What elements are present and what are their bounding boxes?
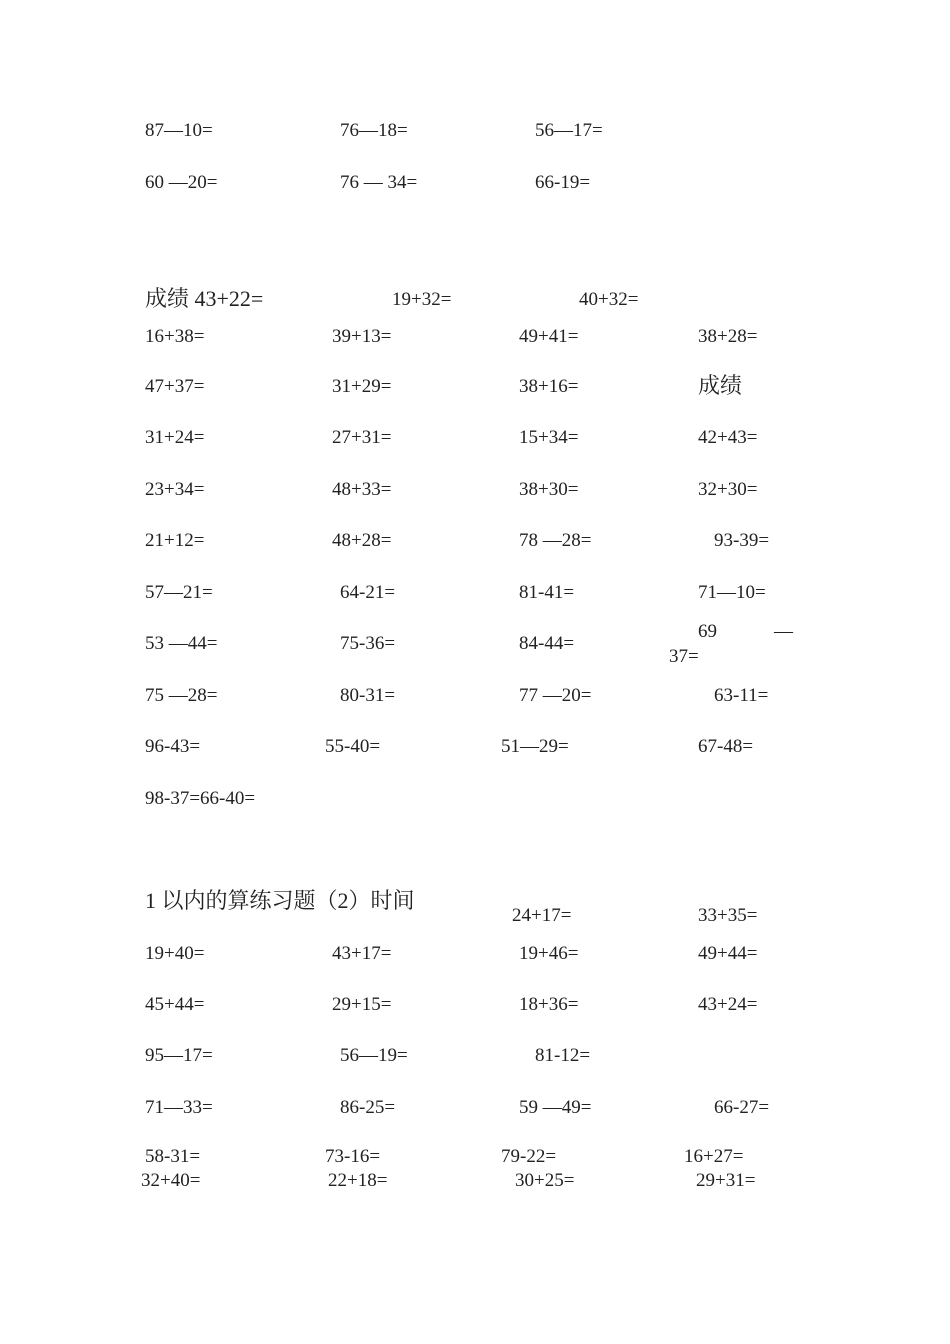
problem: 67-48= xyxy=(698,736,754,757)
problem: 81-41= xyxy=(519,582,575,603)
section-header: 成绩 43+22= xyxy=(145,286,264,311)
problem: 23+34= xyxy=(145,479,205,500)
problem: 63-11= xyxy=(714,685,769,706)
problem: 16+38= xyxy=(145,326,205,347)
problem: 77 —20= xyxy=(519,685,592,706)
problem: 32+40= xyxy=(141,1170,201,1191)
problem: 87—10= xyxy=(145,120,213,141)
problem: 59 —49= xyxy=(519,1097,592,1118)
problem: 80-31= xyxy=(340,685,396,706)
problem: 39+13= xyxy=(332,326,392,347)
problem: 71—33= xyxy=(145,1097,213,1118)
problem: 38+16= xyxy=(519,376,579,397)
problem-split-dash: — xyxy=(774,621,793,642)
problem: 93-39= xyxy=(714,530,770,551)
problem: 43+24= xyxy=(698,994,758,1015)
problem: 98-37=66-40= xyxy=(145,788,256,809)
problem: 19+32= xyxy=(392,289,452,310)
problem: 48+28= xyxy=(332,530,392,551)
problem: 49+41= xyxy=(519,326,579,347)
problem: 96-43= xyxy=(145,736,201,757)
problem: 18+36= xyxy=(519,994,579,1015)
problem: 38+30= xyxy=(519,479,579,500)
problem: 40+32= xyxy=(579,289,639,310)
problem: 19+46= xyxy=(519,943,579,964)
problem: 43+17= xyxy=(332,943,392,964)
problem: 53 —44= xyxy=(145,633,218,654)
problem: 29+15= xyxy=(332,994,392,1015)
problem: 32+30= xyxy=(698,479,758,500)
problem: 24+17= xyxy=(512,905,572,926)
problem: 76—18= xyxy=(340,120,408,141)
problem: 45+44= xyxy=(145,994,205,1015)
problem: 58-31= xyxy=(145,1146,201,1167)
problem: 30+25= xyxy=(515,1170,575,1191)
problem-split-head: 69 xyxy=(698,621,717,642)
problem: 21+12= xyxy=(145,530,205,551)
problem: 66-27= xyxy=(714,1097,770,1118)
problem: 38+28= xyxy=(698,326,758,347)
problem: 57—21= xyxy=(145,582,213,603)
section-title: 1 以内的算练习题（2）时间 xyxy=(145,888,415,913)
problem: 27+31= xyxy=(332,427,392,448)
problem: 79-22= xyxy=(501,1146,557,1167)
problem: 84-44= xyxy=(519,633,575,654)
problem: 55-40= xyxy=(325,736,381,757)
problem: 16+27= xyxy=(684,1146,744,1167)
problem-split-tail: 37= xyxy=(669,646,699,667)
problem: 31+24= xyxy=(145,427,205,448)
problem: 29+31= xyxy=(696,1170,756,1191)
problem: 60 —20= xyxy=(145,172,218,193)
problem: 81-12= xyxy=(535,1045,591,1066)
problem: 73-16= xyxy=(325,1146,381,1167)
problem: 66-19= xyxy=(535,172,591,193)
problem: 56—19= xyxy=(340,1045,408,1066)
problem: 76 — 34= xyxy=(340,172,418,193)
problem: 48+33= xyxy=(332,479,392,500)
problem: 75 —28= xyxy=(145,685,218,706)
problem: 78 —28= xyxy=(519,530,592,551)
score-label: 成绩 xyxy=(698,373,743,398)
problem: 15+34= xyxy=(519,427,579,448)
problem: 86-25= xyxy=(340,1097,396,1118)
problem: 75-36= xyxy=(340,633,396,654)
problem: 49+44= xyxy=(698,943,758,964)
problem: 56—17= xyxy=(535,120,603,141)
problem: 64-21= xyxy=(340,582,396,603)
problem: 31+29= xyxy=(332,376,392,397)
problem: 42+43= xyxy=(698,427,758,448)
problem: 51—29= xyxy=(501,736,569,757)
problem: 19+40= xyxy=(145,943,205,964)
problem: 95—17= xyxy=(145,1045,213,1066)
problem: 47+37= xyxy=(145,376,205,397)
problem: 71—10= xyxy=(698,582,766,603)
problem: 22+18= xyxy=(328,1170,388,1191)
problem: 33+35= xyxy=(698,905,758,926)
